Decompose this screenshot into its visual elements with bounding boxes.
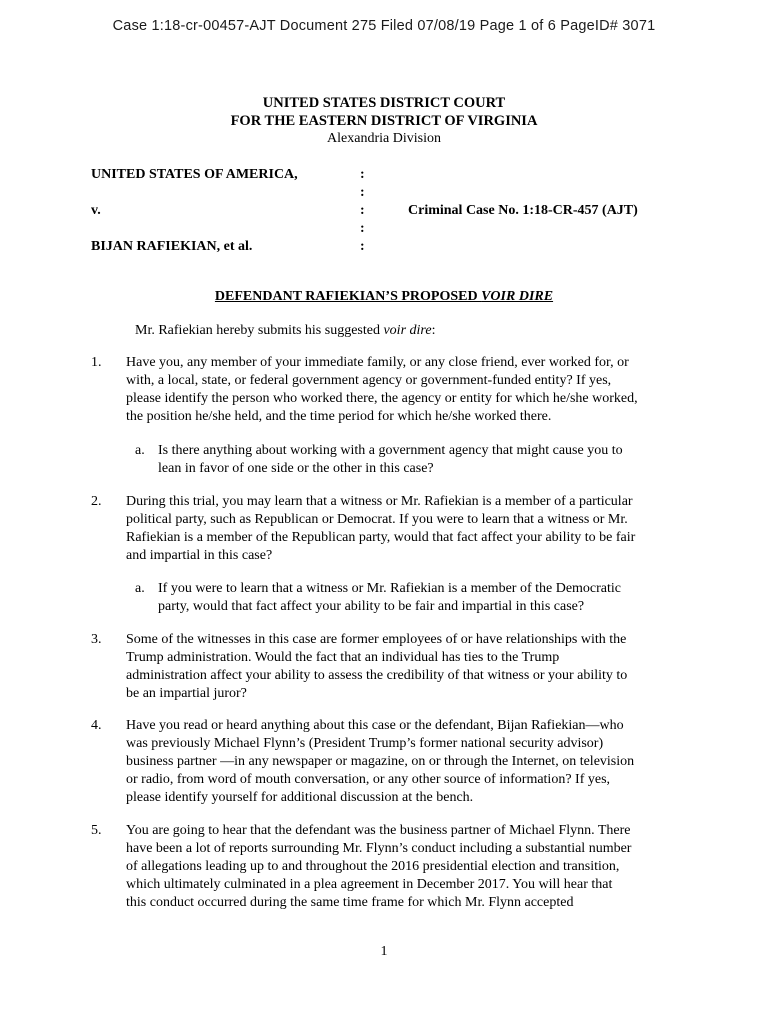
title-italic: VOIR DIRE <box>481 289 554 304</box>
text-line: with, a local, state, or federal government agency or government-funded entity? If yes, <box>126 373 612 388</box>
sub-item-letter: a. <box>135 581 145 596</box>
text-line: You are going to hear that the defendant was the business partner of Michael Flynn. There <box>126 823 631 838</box>
sub-item-letter: a. <box>135 443 145 458</box>
text-line: or radio, from word of mouth conversation, or any other source of information? If yes, <box>126 772 611 787</box>
text-line: and impartial in this case? <box>126 548 273 563</box>
caption-plaintiff: UNITED STATES OF AMERICA, <box>91 167 298 182</box>
item-text <box>126 354 686 426</box>
text-line: Have you, any member of your immediate family, or any close friend, ever worked for, or <box>126 355 629 370</box>
text-line: Rafiekian is a member of the Republican party, would that fact affect your ability to be fair <box>126 530 636 545</box>
text-line: Is there anything about working with a government agency that might cause you to <box>158 443 623 458</box>
intro-after: : <box>431 323 436 338</box>
text-line: administration affect your ability to assess the credibility of that witness or your ability to <box>126 668 628 683</box>
ecf-header: Case 1:18-cr-00457-AJT Document 275 Filed 07/08/19 Page 1 of 6 PageID# 3071 <box>112 18 656 34</box>
caption-colon: : <box>360 203 365 218</box>
text-line: have been a lot of reports surrounding Mr. Flynn’s conduct including a substantial number <box>126 841 632 856</box>
item-text <box>126 493 686 565</box>
item-text <box>126 822 686 912</box>
page-number: 1 <box>380 944 388 959</box>
item-number: 1. <box>91 355 102 370</box>
document-title <box>0 288 768 306</box>
item-number: 3. <box>91 632 102 647</box>
case-number: Criminal Case No. 1:18-CR-457 (AJT) <box>408 203 638 218</box>
text-line: Trump administration. Would the fact that an individual has ties to the Trump <box>126 650 560 665</box>
caption-versus: v. <box>91 203 101 218</box>
item-number: 2. <box>91 494 102 509</box>
caption-colon: : <box>360 221 365 236</box>
text-line: business partner —in any newspaper or magazine, on or through the Internet, on television <box>126 754 635 769</box>
item-number: 4. <box>91 718 102 733</box>
title-main: DEFENDANT RAFIEKIAN’S PROPOSED <box>214 289 482 304</box>
intro-before: Mr. Rafiekian hereby submits his suggested <box>135 323 384 338</box>
text-line: be an impartial juror? <box>126 686 247 701</box>
text-line: the position he/she held, and the time period for which he/she worked there. <box>126 409 552 424</box>
item-text <box>126 631 686 703</box>
text-line: please identify yourself for additional discussion at the bench. <box>126 790 474 805</box>
text-line: this conduct occurred during the same time frame for which Mr. Flynn accepted <box>126 895 574 910</box>
caption-colon: : <box>360 167 365 182</box>
sub-item-text <box>158 580 693 616</box>
sub-item-text <box>158 442 693 478</box>
text-line: lean in favor of one side or the other in this case? <box>158 461 434 476</box>
caption-colon: : <box>360 185 365 200</box>
item-number: 5. <box>91 823 102 838</box>
court-division: Alexandria Division <box>327 131 441 146</box>
court-district: FOR THE EASTERN DISTRICT OF VIRGINIA <box>230 113 538 129</box>
item-text <box>126 717 686 807</box>
text-line: please identify the person who worked there, the agency or entity for which he/she worked, <box>126 391 638 406</box>
caption-colon: : <box>360 239 365 254</box>
text-line: party, would that fact affect your ability to be fair and impartial in this case? <box>158 599 585 614</box>
caption-defendant: BIJAN RAFIEKIAN, et al. <box>91 239 253 254</box>
text-line: During this trial, you may learn that a witness or Mr. Rafiekian is a member of a particular <box>126 494 633 509</box>
text-line: Some of the witnesses in this case are former employees of or have relationships with the <box>126 632 627 647</box>
text-line: Have you read or heard anything about this case or the defendant, Bijan Rafiekian—who <box>126 718 624 733</box>
intro-italic: voir dire <box>383 323 432 338</box>
intro-paragraph <box>135 322 435 340</box>
text-line: If you were to learn that a witness or Mr. Rafiekian is a member of the Democratic <box>158 581 622 596</box>
text-line: was previously Michael Flynn’s (President Trump’s former national security advisor) <box>126 736 604 751</box>
text-line: of allegations leading up to and throughout the 2016 presidential election and transition, <box>126 859 620 874</box>
court-name: UNITED STATES DISTRICT COURT <box>262 95 506 111</box>
court-heading <box>0 94 768 148</box>
text-line: which ultimately culminated in a plea agreement in December 2017. You will hear that <box>126 877 613 892</box>
text-line: political party, such as Republican or Democrat. If you were to learn that a witness or Mr. <box>126 512 628 527</box>
